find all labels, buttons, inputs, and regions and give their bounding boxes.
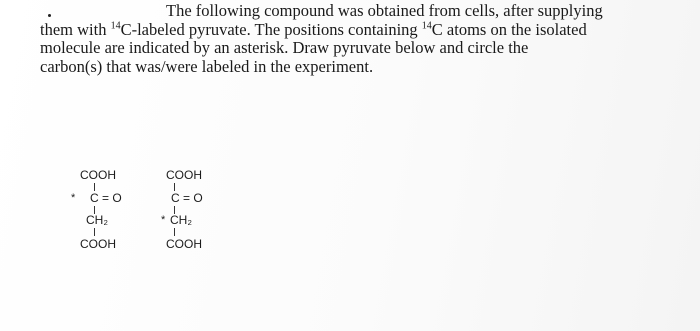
structure-b-row-2: C = O <box>171 191 203 205</box>
structure-a-row-4: COOH <box>80 237 116 251</box>
structure-a-bond-3 <box>94 228 95 236</box>
structure-b-row-1: COOH <box>166 168 202 182</box>
structure-a-asterisk: * <box>71 192 76 204</box>
question-line-4: carbon(s) that was/were labeled in the experiment. <box>40 56 374 76</box>
isotope-superscript-2: 14 <box>421 20 432 31</box>
structure-b-row-3: CH₂ <box>170 213 192 227</box>
question-line-2-b: C-labeled pyruvate. The positions containing <box>120 19 422 39</box>
question-line-2-a: them with <box>40 19 111 39</box>
question-line-3: molecule are indicated by an asterisk. Draw pyruvate below and circle the <box>40 38 529 57</box>
structure-b-asterisk: * <box>161 214 166 226</box>
structure-a-row-3: CH₂ <box>86 213 108 227</box>
isotope-superscript: 14 <box>110 20 121 31</box>
question-text <box>40 2 680 76</box>
structure-a-row-2: C = O <box>90 191 122 205</box>
question-line-1-text: The following compound was obtained from cells, after supplying <box>166 1 603 20</box>
structure-b-bond-1 <box>174 183 175 191</box>
structure-b-row-4: COOH <box>166 237 202 251</box>
question-line-2 <box>40 21 680 40</box>
structure-b-bond-3 <box>174 228 175 236</box>
structure-a-row-1: COOH <box>80 168 116 182</box>
structure-a-bond-1 <box>94 183 95 191</box>
question-line-1 <box>40 2 680 21</box>
question-line-2-c: C atoms on the isolated <box>431 19 587 39</box>
